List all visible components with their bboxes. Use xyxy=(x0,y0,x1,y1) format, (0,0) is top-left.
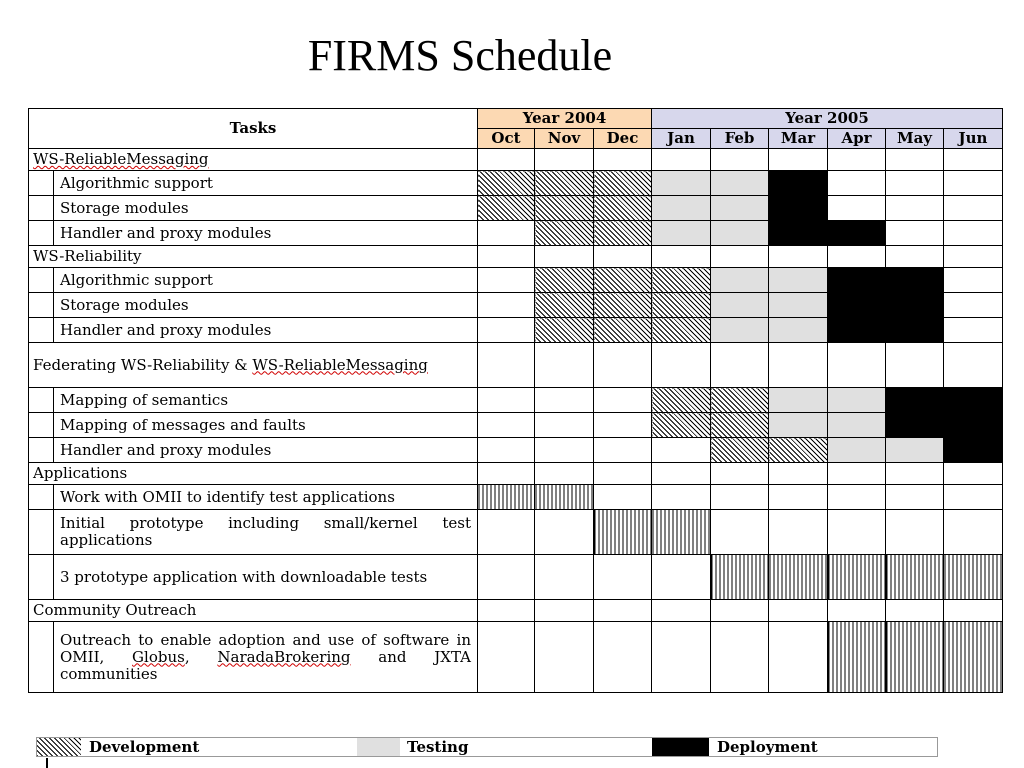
subtask-label: Handler and proxy modules xyxy=(54,318,478,343)
schedule-cell-may xyxy=(886,196,944,221)
schedule-cell-dec xyxy=(594,555,652,600)
schedule-cell-nov-dev xyxy=(535,268,594,293)
tasks-header: Tasks xyxy=(29,109,478,149)
schedule-cell-may-dep xyxy=(886,413,944,438)
table-row xyxy=(29,485,1003,510)
indent-cell xyxy=(29,268,54,293)
table-row xyxy=(29,622,1003,693)
schedule-cell-jan xyxy=(652,485,711,510)
legend-deployment-label: Deployment xyxy=(717,738,818,756)
indent-cell xyxy=(29,510,54,555)
schedule-cell-oct xyxy=(478,438,535,463)
schedule-cell-dec xyxy=(594,463,652,485)
schedule-cell-jan-test xyxy=(652,171,711,196)
schedule-cell-apr-test xyxy=(828,413,886,438)
schedule-cell-feb-test xyxy=(711,221,769,246)
schedule-cell-mar xyxy=(769,246,828,268)
schedule-cell-jan-dev xyxy=(652,318,711,343)
schedule-cell-mar-dep xyxy=(769,171,828,196)
indent-cell xyxy=(29,485,54,510)
schedule-cell-oct-dev xyxy=(478,171,535,196)
schedule-cell-nov xyxy=(535,555,594,600)
schedule-cell-oct xyxy=(478,149,535,171)
schedule-cell-jun xyxy=(944,600,1003,622)
schedule-cell-mar xyxy=(769,485,828,510)
schedule-cell-may xyxy=(886,485,944,510)
schedule-cell-feb-dev xyxy=(711,388,769,413)
schedule-cell-nov-dev xyxy=(535,318,594,343)
schedule-cell-feb-test xyxy=(711,171,769,196)
schedule-cell-oct-app xyxy=(478,485,535,510)
schedule-cell-nov xyxy=(535,463,594,485)
schedule-cell-mar-test xyxy=(769,388,828,413)
schedule-cell-jun-dep xyxy=(944,388,1003,413)
schedule-cell-dec xyxy=(594,388,652,413)
schedule-cell-feb-dev xyxy=(711,438,769,463)
schedule-cell-apr xyxy=(828,600,886,622)
table-row xyxy=(29,413,1003,438)
schedule-cell-may xyxy=(886,221,944,246)
text-cursor-mark xyxy=(46,758,48,768)
table-row xyxy=(29,196,1003,221)
schedule-cell-jan xyxy=(652,343,711,388)
schedule-cell-feb xyxy=(711,510,769,555)
month-header-nov: Nov xyxy=(535,129,594,149)
schedule-cell-jan xyxy=(652,600,711,622)
schedule-cell-dec xyxy=(594,485,652,510)
schedule-cell-nov-dev xyxy=(535,293,594,318)
schedule-cell-apr-dep xyxy=(828,268,886,293)
schedule-cell-dec xyxy=(594,246,652,268)
schedule-cell-jun xyxy=(944,196,1003,221)
schedule-cell-feb xyxy=(711,622,769,693)
schedule-cell-apr-app xyxy=(828,555,886,600)
subtask-label: Handler and proxy modules xyxy=(54,438,478,463)
table-row xyxy=(29,463,1003,485)
schedule-cell-dec xyxy=(594,343,652,388)
schedule-cell-mar-test xyxy=(769,268,828,293)
schedule-cell-nov xyxy=(535,438,594,463)
month-header-apr: Apr xyxy=(828,129,886,149)
schedule-cell-jun-dep xyxy=(944,438,1003,463)
schedule-cell-dec-dev xyxy=(594,221,652,246)
schedule-cell-apr-dep xyxy=(828,293,886,318)
schedule-cell-jan xyxy=(652,246,711,268)
schedule-cell-feb-app xyxy=(711,555,769,600)
schedule-cell-apr-test xyxy=(828,388,886,413)
schedule-cell-feb xyxy=(711,246,769,268)
indent-cell xyxy=(29,438,54,463)
testing-swatch xyxy=(357,738,400,756)
table-row xyxy=(29,268,1003,293)
legend xyxy=(36,737,938,757)
schedule-cell-mar-dep xyxy=(769,196,828,221)
month-header-jan: Jan xyxy=(652,129,711,149)
subtask-label: Storage modules xyxy=(54,196,478,221)
schedule-cell-mar xyxy=(769,622,828,693)
schedule-cell-dec xyxy=(594,438,652,463)
schedule-cell-feb xyxy=(711,149,769,171)
indent-cell xyxy=(29,221,54,246)
schedule-cell-feb-test xyxy=(711,196,769,221)
schedule-cell-may xyxy=(886,171,944,196)
schedule-cell-apr xyxy=(828,196,886,221)
schedule-cell-jan-dev xyxy=(652,293,711,318)
month-header-may: May xyxy=(886,129,944,149)
subtask-label: Handler and proxy modules xyxy=(54,221,478,246)
schedule-cell-dec-dev xyxy=(594,293,652,318)
schedule-cell-jun xyxy=(944,268,1003,293)
schedule-cell-may xyxy=(886,246,944,268)
schedule-cell-jan xyxy=(652,555,711,600)
task-group-label: WS-ReliableMessaging xyxy=(29,149,478,171)
schedule-cell-feb xyxy=(711,463,769,485)
schedule-cell-nov xyxy=(535,388,594,413)
month-header-feb: Feb xyxy=(711,129,769,149)
schedule-cell-dec-dev xyxy=(594,196,652,221)
schedule-cell-oct xyxy=(478,622,535,693)
table-row xyxy=(29,221,1003,246)
table-row xyxy=(29,293,1003,318)
schedule-cell-mar xyxy=(769,510,828,555)
schedule-cell-jun xyxy=(944,318,1003,343)
schedule-cell-jun-dep xyxy=(944,413,1003,438)
schedule-cell-may-app xyxy=(886,622,944,693)
schedule-cell-mar xyxy=(769,600,828,622)
schedule-cell-dec xyxy=(594,600,652,622)
schedule-cell-jan xyxy=(652,438,711,463)
schedule-cell-feb-test xyxy=(711,318,769,343)
schedule-cell-may-app xyxy=(886,555,944,600)
month-header-oct: Oct xyxy=(478,129,535,149)
schedule-cell-may-test xyxy=(886,438,944,463)
schedule-cell-oct xyxy=(478,463,535,485)
subtask-label: Mapping of semantics xyxy=(54,388,478,413)
schedule-cell-may xyxy=(886,149,944,171)
year-2005-header: Year 2005 xyxy=(652,109,1003,129)
schedule-cell-apr-dep xyxy=(828,221,886,246)
development-swatch xyxy=(37,738,81,756)
schedule-cell-apr xyxy=(828,463,886,485)
schedule-cell-jun-app xyxy=(944,555,1003,600)
schedule-cell-jun xyxy=(944,485,1003,510)
schedule-cell-may xyxy=(886,510,944,555)
schedule-cell-oct xyxy=(478,388,535,413)
indent-cell xyxy=(29,413,54,438)
year-2004-header: Year 2004 xyxy=(478,109,652,129)
schedule-cell-jan-test xyxy=(652,221,711,246)
schedule-cell-jan-dev xyxy=(652,388,711,413)
deployment-swatch xyxy=(652,738,709,756)
schedule-cell-mar xyxy=(769,463,828,485)
subtask-label: Initial prototype including small/kernel test applications xyxy=(54,510,478,555)
schedule-cell-apr xyxy=(828,485,886,510)
schedule-cell-may xyxy=(886,343,944,388)
schedule-cell-dec xyxy=(594,622,652,693)
task-group-label: WS-Reliability xyxy=(29,246,478,268)
schedule-cell-oct xyxy=(478,510,535,555)
indent-cell xyxy=(29,318,54,343)
schedule-cell-mar xyxy=(769,343,828,388)
month-header-dec: Dec xyxy=(594,129,652,149)
table-row xyxy=(29,149,1003,171)
schedule-cell-mar-test xyxy=(769,293,828,318)
subtask-label: Mapping of messages and faults xyxy=(54,413,478,438)
table-row xyxy=(29,343,1003,388)
schedule-cell-jun xyxy=(944,246,1003,268)
subtask-label: 3 prototype application with downloadable tests xyxy=(54,555,478,600)
schedule-cell-jun xyxy=(944,463,1003,485)
schedule-cell-oct xyxy=(478,600,535,622)
schedule-cell-apr xyxy=(828,149,886,171)
task-group-label: Federating WS-Reliability & WS-ReliableMessaging xyxy=(29,343,478,388)
subtask-label: Work with OMII to identify test applications xyxy=(54,485,478,510)
schedule-table xyxy=(28,108,1003,693)
indent-cell xyxy=(29,293,54,318)
table-row xyxy=(29,318,1003,343)
schedule-cell-may xyxy=(886,463,944,485)
schedule-cell-jun xyxy=(944,171,1003,196)
schedule-cell-nov xyxy=(535,413,594,438)
schedule-cell-feb xyxy=(711,343,769,388)
schedule-cell-apr xyxy=(828,246,886,268)
schedule-cell-jun xyxy=(944,221,1003,246)
indent-cell xyxy=(29,622,54,693)
task-group-label: Applications xyxy=(29,463,478,485)
schedule-cell-nov-dev xyxy=(535,171,594,196)
schedule-cell-feb xyxy=(711,600,769,622)
month-header-mar: Mar xyxy=(769,129,828,149)
schedule-cell-oct xyxy=(478,246,535,268)
subtask-label: Outreach to enable adoption and use of software in OMII, Globus, NaradaBrokering and JXTA communities xyxy=(54,622,478,693)
table-row xyxy=(29,600,1003,622)
schedule-cell-apr-app xyxy=(828,622,886,693)
schedule-cell-jun xyxy=(944,293,1003,318)
schedule-cell-apr xyxy=(828,171,886,196)
indent-cell xyxy=(29,388,54,413)
schedule-cell-jun-app xyxy=(944,622,1003,693)
subtask-label: Storage modules xyxy=(54,293,478,318)
table-row xyxy=(29,388,1003,413)
schedule-cell-mar xyxy=(769,149,828,171)
schedule-cell-dec-dev xyxy=(594,171,652,196)
schedule-cell-mar-dep xyxy=(769,221,828,246)
schedule-cell-mar-test xyxy=(769,318,828,343)
schedule-cell-oct xyxy=(478,413,535,438)
table-row xyxy=(29,555,1003,600)
page-title: FIRMS Schedule xyxy=(307,31,613,80)
schedule-cell-dec-app xyxy=(594,510,652,555)
schedule-cell-jan-dev xyxy=(652,268,711,293)
schedule-cell-may-dep xyxy=(886,293,944,318)
schedule-cell-dec-dev xyxy=(594,268,652,293)
table-row xyxy=(29,246,1003,268)
schedule-cell-nov-app xyxy=(535,485,594,510)
month-header-jun: Jun xyxy=(944,129,1003,149)
schedule-cell-mar-test xyxy=(769,413,828,438)
schedule-cell-jan xyxy=(652,149,711,171)
schedule-cell-feb-test xyxy=(711,293,769,318)
subtask-label: Algorithmic support xyxy=(54,171,478,196)
schedule-cell-jun xyxy=(944,510,1003,555)
schedule-cell-feb xyxy=(711,485,769,510)
schedule-cell-apr xyxy=(828,343,886,388)
schedule-cell-jan-app xyxy=(652,510,711,555)
schedule-cell-jun xyxy=(944,149,1003,171)
schedule-cell-nov xyxy=(535,343,594,388)
schedule-cell-apr xyxy=(828,510,886,555)
schedule-cell-oct xyxy=(478,555,535,600)
schedule-cell-nov-dev xyxy=(535,196,594,221)
table-row xyxy=(29,171,1003,196)
schedule-cell-jan-dev xyxy=(652,413,711,438)
schedule-cell-apr-test xyxy=(828,438,886,463)
schedule-cell-feb-test xyxy=(711,268,769,293)
schedule-cell-dec-dev xyxy=(594,318,652,343)
schedule-cell-dec xyxy=(594,149,652,171)
schedule-cell-nov xyxy=(535,149,594,171)
schedule-cell-may-dep xyxy=(886,268,944,293)
schedule-cell-nov xyxy=(535,622,594,693)
schedule-cell-jun xyxy=(944,343,1003,388)
schedule-cell-mar-app xyxy=(769,555,828,600)
schedule-cell-oct xyxy=(478,221,535,246)
schedule-cell-jan xyxy=(652,622,711,693)
table-row xyxy=(29,438,1003,463)
schedule-cell-nov xyxy=(535,246,594,268)
schedule-cell-mar-dev xyxy=(769,438,828,463)
legend-development-label: Development xyxy=(89,738,200,756)
table-row xyxy=(29,510,1003,555)
indent-cell xyxy=(29,555,54,600)
schedule-cell-feb-dev xyxy=(711,413,769,438)
subtask-label: Algorithmic support xyxy=(54,268,478,293)
schedule-cell-may-dep xyxy=(886,388,944,413)
schedule-cell-oct xyxy=(478,268,535,293)
task-group-label: Community Outreach xyxy=(29,600,478,622)
schedule-cell-nov xyxy=(535,510,594,555)
indent-cell xyxy=(29,171,54,196)
indent-cell xyxy=(29,196,54,221)
schedule-cell-oct xyxy=(478,318,535,343)
schedule-cell-oct xyxy=(478,343,535,388)
legend-testing-label: Testing xyxy=(407,738,469,756)
schedule-cell-nov-dev xyxy=(535,221,594,246)
schedule-cell-apr-dep xyxy=(828,318,886,343)
schedule-cell-nov xyxy=(535,600,594,622)
schedule-cell-jan-test xyxy=(652,196,711,221)
schedule-cell-dec xyxy=(594,413,652,438)
schedule-cell-oct-dev xyxy=(478,196,535,221)
schedule-cell-may xyxy=(886,600,944,622)
schedule-cell-oct xyxy=(478,293,535,318)
schedule-cell-jan xyxy=(652,463,711,485)
schedule-cell-may-dep xyxy=(886,318,944,343)
